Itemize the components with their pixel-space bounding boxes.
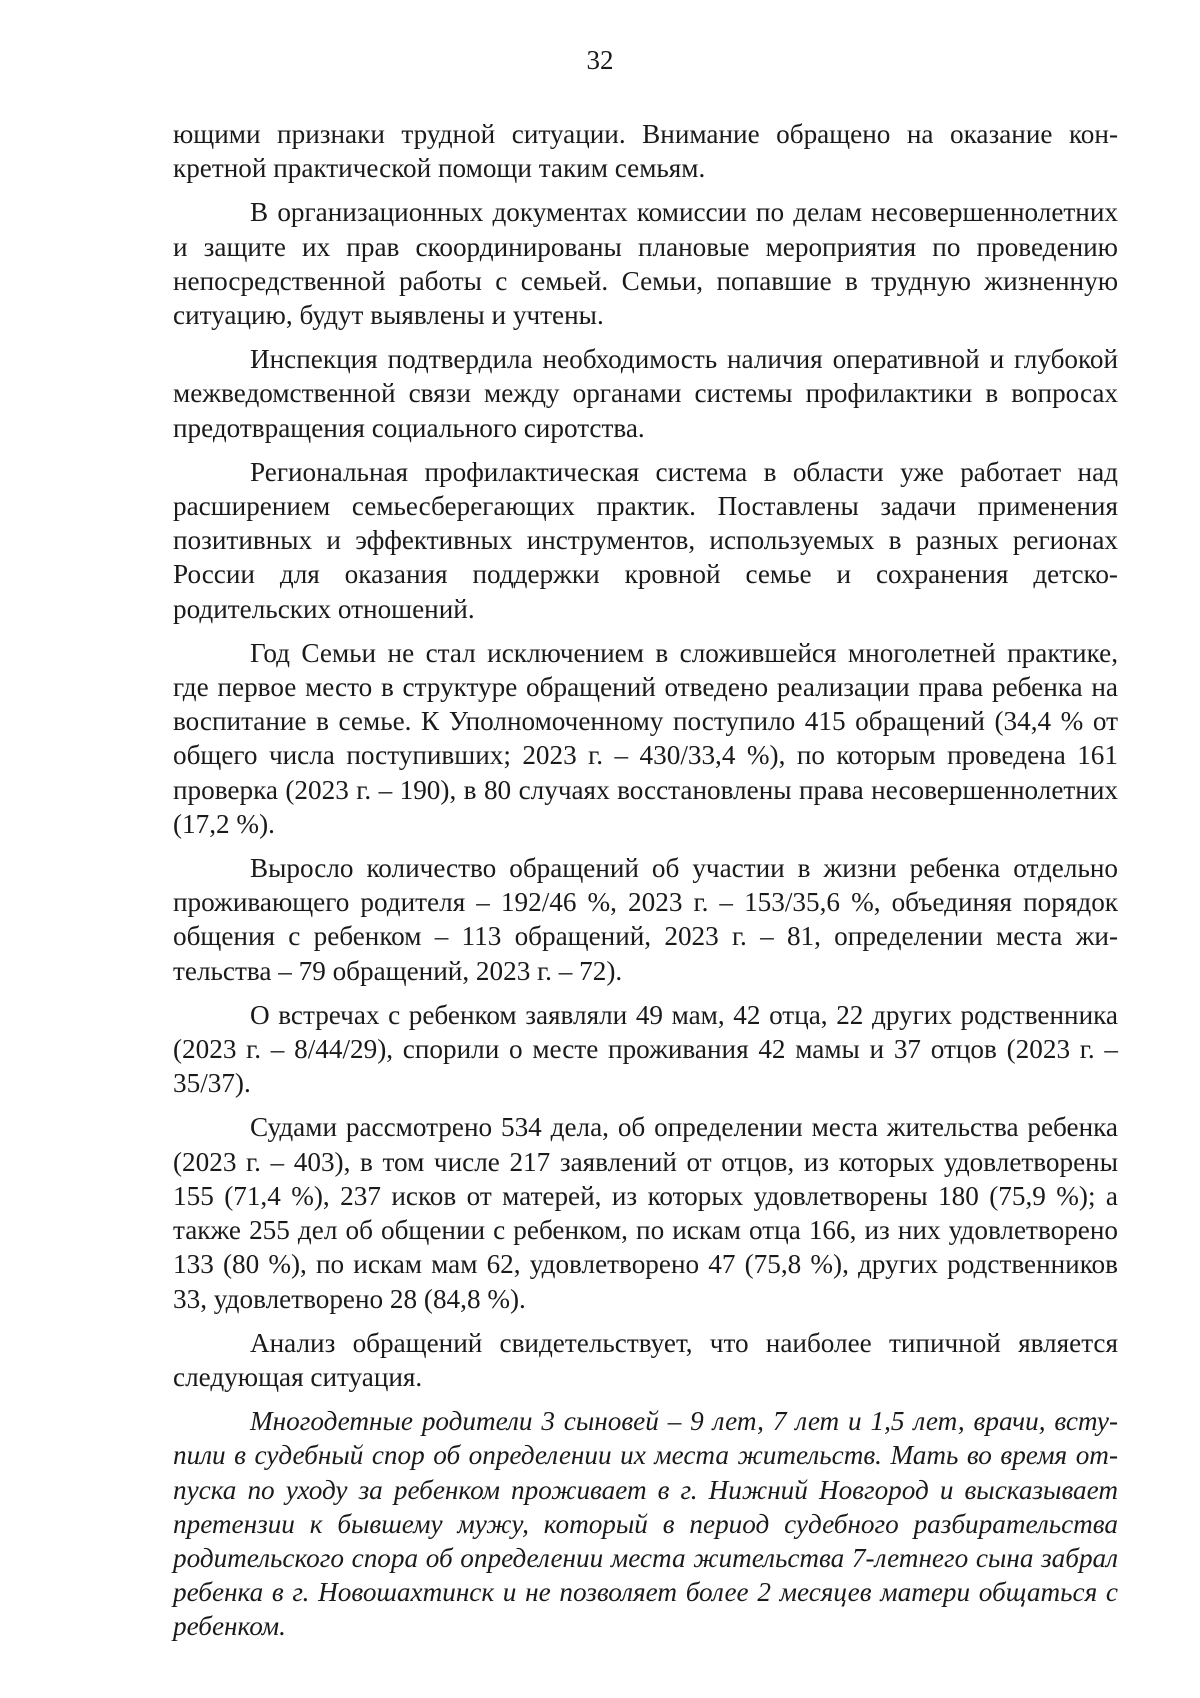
paragraph-regional-system: Региональная профилактическая система в области уже работает над расширением семьесберегающих практик. Поставлены задачи применения позитивных и эффективных инструментов, используемых в разных регионах России для оказания поддержки кровной семье и сохранения детско-родительских отношений. bbox=[173, 456, 1118, 624]
paragraph-case-example: Многодетные родители 3 сыновей – 9 лет, 7 лет и 1,5 лет, врачи, вступили в судебный спор об определении их места жительств. Мать во время отпуска по уходу за ребенком проживает в г. Нижний Новгород и высказывает претензии к бывшему мужу, который в период судебного разбирательства родительского спора об определении места жительства 7-летнего сына забрал ребенка в г. Новошахтинск и не позволяет более 2 месяцев матери общаться с ребенком. bbox=[173, 1406, 1118, 1642]
paragraph-analysis: Анализ обращений свидетельствует, что наиболее типичной является следующая ситуация. bbox=[173, 1327, 1118, 1392]
page-number: 32 bbox=[586, 45, 614, 75]
paragraph-commission-documents: В организационных документах комиссии по делам несовершеннолетних и защите их прав скоординированы плановые мероприятия по проведению непосредственной работы с семьей. Семьи, попавшие в трудную жизненную ситуацию, будут выявлены и учтены. bbox=[173, 197, 1118, 331]
paragraph-court-cases: Судами рассмотрено 534 дела, об определении места жительства ребенка (2023 г. – 403), в том числе 217 заявлений от отцов, из которых удовлетворены 155 (71,4 %), 237 исков от матерей, из которых удовлетворены 180 (75,9 %); а также 255 дел об общении с ребенком, по искам отца 166, из них удовлетворено 133 (80 %), по искам мам 62, удовлетворено 47 (75,8 %), других родственников 33, удовлетворено 28 (84,8 %). bbox=[173, 1112, 1118, 1314]
paragraph-year-of-family: Год Семьи не стал исключением в сложившейся многолетней практике, где первое место в структуре обращений отведено реализации права ребенка на воспитание в семье. К Уполномоченному поступило 415 обращений (34,4 % от общего числа поступивших; 2023 г. – 430/33,4 %), по которым проведена 161 проверка (2023 г. – 190), в 80 случаях восстановлены права несовершеннолетних (17,2 %). bbox=[173, 637, 1118, 839]
paragraph-meetings: О встречах с ребенком заявляли 49 мам, 42 отца, 22 других родственника (2023 г. – 8/44/29), спорили о месте проживания 42 мамы и 37 отцов (2023 г. – 35/37). bbox=[173, 999, 1118, 1099]
document-body bbox=[173, 117, 1118, 1654]
paragraph-continuation: ющими признаки трудной ситуации. Внимание обращено на оказание конкретной практической помощи таким семьям. bbox=[173, 119, 1118, 184]
paragraph-appeals-growth: Выросло количество обращений об участии в жизни ребенка отдельно проживающего родителя – 192/46 %, 2023 г. – 153/35,6 %, объединяя порядок общения с ребенком – 113 обращений, 2023 г. – 81, определении места жительства – 79 обращений, 2023 г. – 72). bbox=[173, 853, 1118, 986]
paragraph-inspection: Инспекция подтвердила необходимость наличия оперативной и глубокой межведомственной связи между органами системы профилактики в вопросах предотвращения социального сиротства. bbox=[173, 344, 1118, 443]
